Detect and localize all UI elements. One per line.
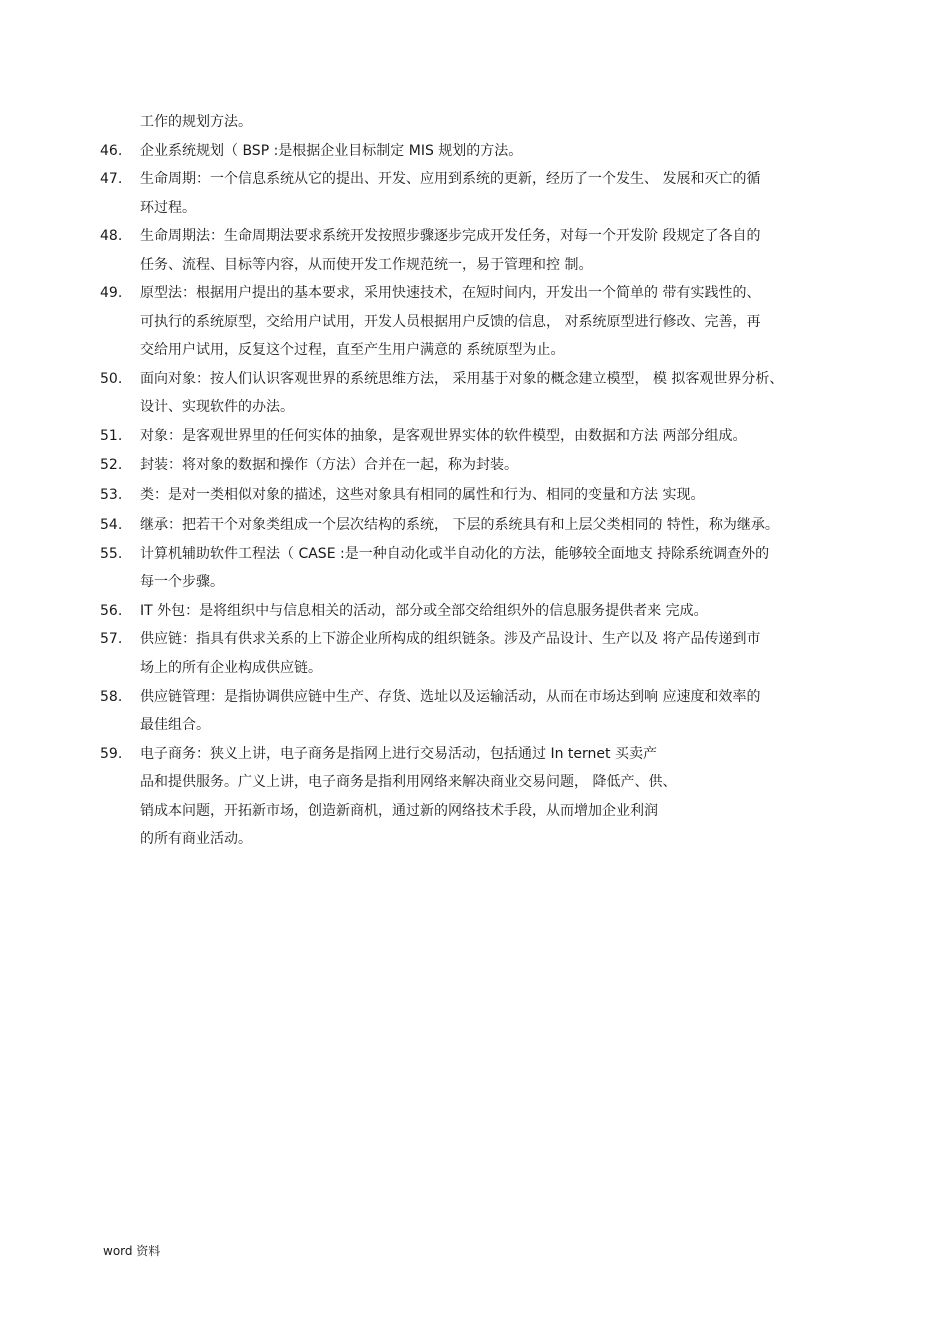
text-line: 场上的所有企业构成供应链。: [140, 660, 322, 676]
page-footer: word 资料: [103, 1244, 161, 1258]
text-line: 封装：将对象的数据和操作（方法）合并在一起，称为封装。: [140, 457, 518, 473]
text-line: 生命周期法：生命周期法要求系统开发按照步骤逐步完成开发任务，对每一个开发阶 段规定了各自的: [140, 228, 761, 244]
item-number: 48.: [100, 228, 123, 244]
item-number: 46.: [100, 143, 123, 159]
item-number: 57.: [100, 631, 123, 647]
text-line: 设计、实现软件的办法。: [140, 399, 294, 415]
text-line: 品和提供服务。广义上讲，电子商务是指利用网络来解决商业交易问题， 降低产、供、: [140, 774, 677, 790]
text-line: 最佳组合。: [140, 717, 210, 733]
item-number: 55.: [100, 546, 123, 562]
text-line: 继承：把若干个对象类组成一个层次结构的系统， 下层的系统具有和上层父类相同的 特性，称为继承。: [140, 517, 779, 533]
text-line: 计算机辅助软件工程法（ CASE :是一种自动化或半自动化的方法，能够较全面地支 持除系统调查外的: [140, 546, 770, 562]
text-line: 环过程。: [140, 200, 196, 216]
text-line: 原型法：根据用户提出的基本要求，采用快速技术，在短时间内，开发出一个简单的 带有实践性的、: [140, 285, 761, 301]
text-line: 交给用户试用，反复这个过程，直至产生用户满意的 系统原型为止。: [140, 342, 565, 358]
text-line: 面向对象：按人们认识客观世界的系统思维方法， 采用基于对象的概念建立模型， 模 拟客观世界分析、: [140, 371, 784, 387]
text-line: 电子商务：狭义上讲，电子商务是指网上进行交易活动，包括通过 In ternet 买卖产: [140, 746, 657, 762]
text-line: 生命周期：一个信息系统从它的提出、开发、应用到系统的更新，经历了一个发生、 发展和灭亡的循: [140, 171, 761, 187]
item-number: 56.: [100, 603, 123, 619]
text-line: 企业系统规划（ BSP :是根据企业目标制定 MIS 规划的方法。: [140, 143, 523, 159]
text-line: 任务、流程、目标等内容，从而使开发工作规范统一，易于管理和控 制。: [140, 257, 593, 273]
item-number: 54.: [100, 517, 123, 533]
text-line: 类：是对一类相似对象的描述，这些对象具有相同的属性和行为、相同的变量和方法 实现。: [140, 487, 705, 503]
item-number: 58.: [100, 689, 123, 705]
text-line: 供应链：指具有供求关系的上下游企业所构成的组织链条。涉及产品设计、生产以及 将产品传递到市: [140, 631, 761, 647]
item-number: 52.: [100, 457, 123, 473]
text-line: 可执行的系统原型，交给用户试用，开发人员根据用户反馈的信息， 对系统原型进行修改、完善，再: [140, 314, 761, 330]
text-line: 销成本问题，开拓新市场，创造新商机，通过新的网络技术手段，从而增加企业利润: [140, 803, 658, 819]
item-number: 47.: [100, 171, 123, 187]
item-number: 51.: [100, 428, 123, 444]
item-number: 59.: [100, 746, 123, 762]
text-line: IT 外包：是将组织中与信息相关的活动，部分或全部交给组织外的信息服务提供者来 完成。: [140, 603, 708, 619]
text-line: 每一个步骤。: [140, 574, 224, 590]
item-number: 49.: [100, 285, 123, 301]
text-line: 工作的规划方法。: [140, 114, 252, 130]
text-line: 的所有商业活动。: [140, 831, 252, 847]
text-line: 对象：是客观世界里的任何实体的抽象，是客观世界实体的软件模型，由数据和方法 两部分组成。: [140, 428, 747, 444]
item-number: 53.: [100, 487, 123, 503]
text-line: 供应链管理：是指协调供应链中生产、存货、选址以及运输活动，从而在市场达到响 应速度和效率的: [140, 689, 761, 705]
item-number: 50.: [100, 371, 123, 387]
